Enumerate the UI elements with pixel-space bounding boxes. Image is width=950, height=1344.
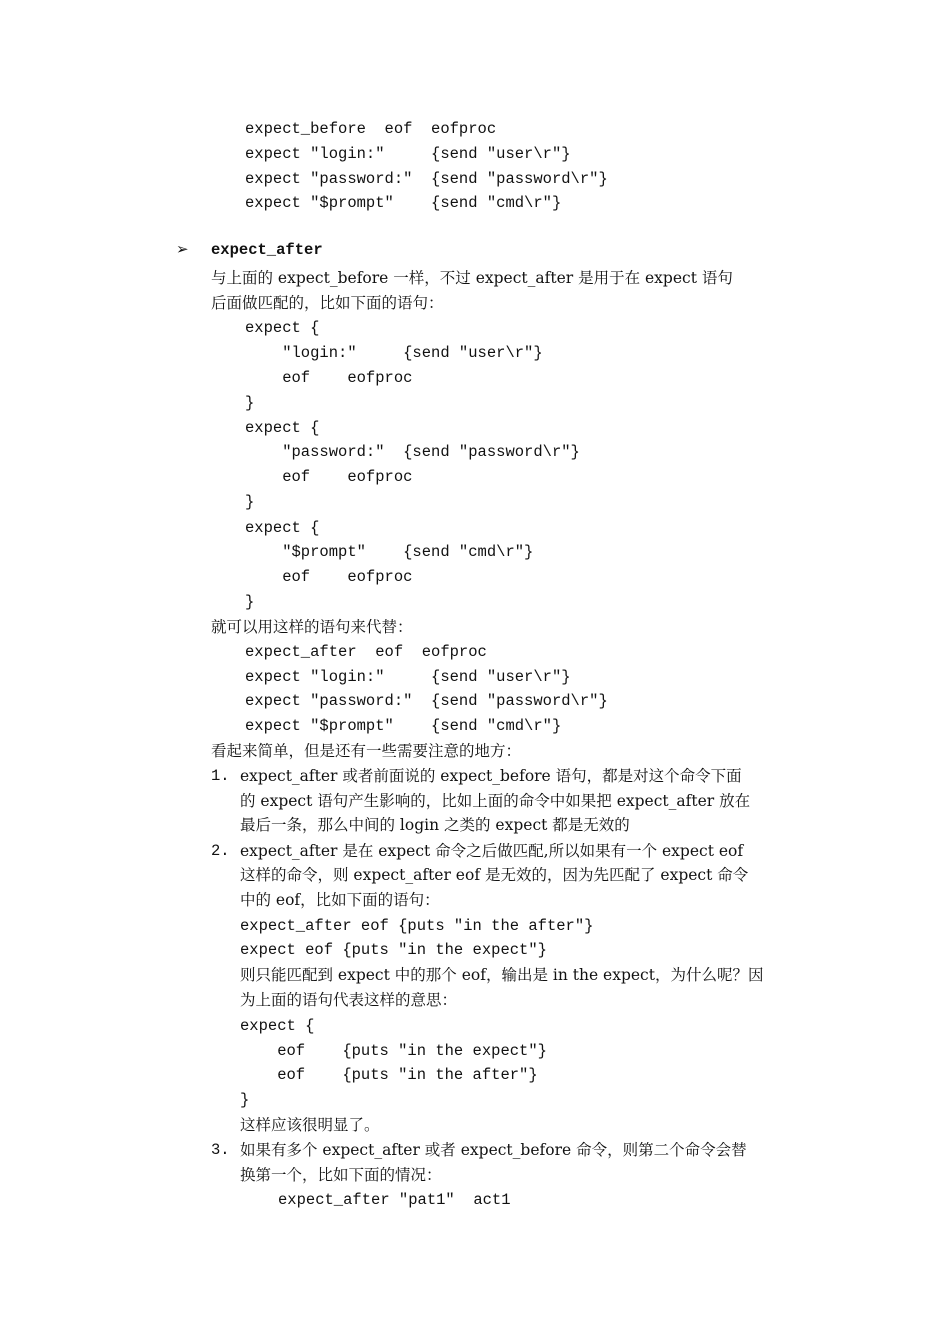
code-line: "password:" {send "password\r"} bbox=[245, 443, 580, 461]
list-item-line: 如果有多个 expect_after 或者 expect_before 命令，则第二个命令会替 bbox=[240, 1141, 747, 1159]
list-item-line: expect_after 是在 expect 命令之后做匹配,所以如果有一个 expect eof bbox=[240, 842, 744, 860]
code-line: "login:" {send "user\r"} bbox=[245, 344, 543, 362]
code-line: expect_after eof {puts "in the after"} bbox=[240, 917, 594, 935]
list-item-line: 换第一个，比如下面的情况： bbox=[240, 1166, 442, 1184]
list-item-line: 这样应该很明显了。 bbox=[240, 1116, 380, 1134]
code-line: "$prompt" {send "cmd\r"} bbox=[245, 543, 534, 561]
code-line: eof {puts "in the after"} bbox=[240, 1066, 538, 1084]
list-item-line: 为上面的语句代表这样的意思： bbox=[240, 991, 458, 1009]
code-line: } bbox=[240, 1091, 250, 1109]
code-line: expect { bbox=[245, 519, 320, 537]
code-line: expect "$prompt" {send "cmd\r"} bbox=[245, 194, 562, 212]
code-line: expect "password:" {send "password\r"} bbox=[245, 170, 608, 188]
code-line: eof eofproc bbox=[245, 568, 413, 586]
code-line: expect_after "pat1" act1 bbox=[278, 1191, 511, 1209]
list-number: 3. bbox=[211, 1141, 230, 1159]
list-number: 1. bbox=[211, 767, 230, 785]
paragraph-line: 后面做匹配的，比如下面的语句： bbox=[211, 294, 444, 312]
code-line: eof {puts "in the expect"} bbox=[240, 1042, 547, 1060]
list-item-line: 的 expect 语句产生影响的，比如上面的命令中如果把 expect_after 放在 bbox=[240, 792, 751, 810]
list-item-line: 中的 eof，比如下面的语句： bbox=[240, 891, 440, 909]
code-line: expect { bbox=[245, 419, 320, 437]
code-line: expect_after eof eofproc bbox=[245, 643, 487, 661]
arrow-bullet-icon: ➢ bbox=[176, 240, 189, 258]
paragraph-line: 就可以用这样的语句来代替： bbox=[211, 618, 413, 636]
paragraph-line: 看起来简单，但是还有一些需要注意的地方： bbox=[211, 742, 522, 760]
code-line: expect_before eof eofproc bbox=[245, 120, 497, 138]
code-line: } bbox=[245, 493, 255, 511]
code-line: expect "login:" {send "user\r"} bbox=[245, 145, 571, 163]
code-line: } bbox=[245, 593, 255, 611]
code-line: expect "password:" {send "password\r"} bbox=[245, 692, 608, 710]
code-line: expect eof {puts "in the expect"} bbox=[240, 941, 547, 959]
code-line: eof eofproc bbox=[245, 468, 413, 486]
list-number: 2. bbox=[211, 842, 230, 860]
code-line: } bbox=[245, 394, 255, 412]
code-line: expect { bbox=[245, 319, 320, 337]
list-item-line: 这样的命令，则 expect_after eof 是无效的，因为先匹配了 expect 命令 bbox=[240, 866, 749, 884]
code-line: expect "login:" {send "user\r"} bbox=[245, 668, 571, 686]
paragraph-line: 与上面的 expect_before 一样，不过 expect_after 是用于在 expect 语句 bbox=[211, 269, 733, 287]
code-line: expect { bbox=[240, 1017, 315, 1035]
list-item-line: 则只能匹配到 expect 中的那个 eof，输出是 in the expect，为什么呢？因 bbox=[240, 966, 764, 984]
list-item-line: 最后一条，那么中间的 login 之类的 expect 都是无效的 bbox=[240, 816, 630, 834]
list-item-line: expect_after 或者前面说的 expect_before 语句，都是对这个命令下面 bbox=[240, 767, 742, 785]
code-line: eof eofproc bbox=[245, 369, 413, 387]
section-heading: expect_after bbox=[211, 241, 323, 259]
code-line: expect "$prompt" {send "cmd\r"} bbox=[245, 717, 562, 735]
